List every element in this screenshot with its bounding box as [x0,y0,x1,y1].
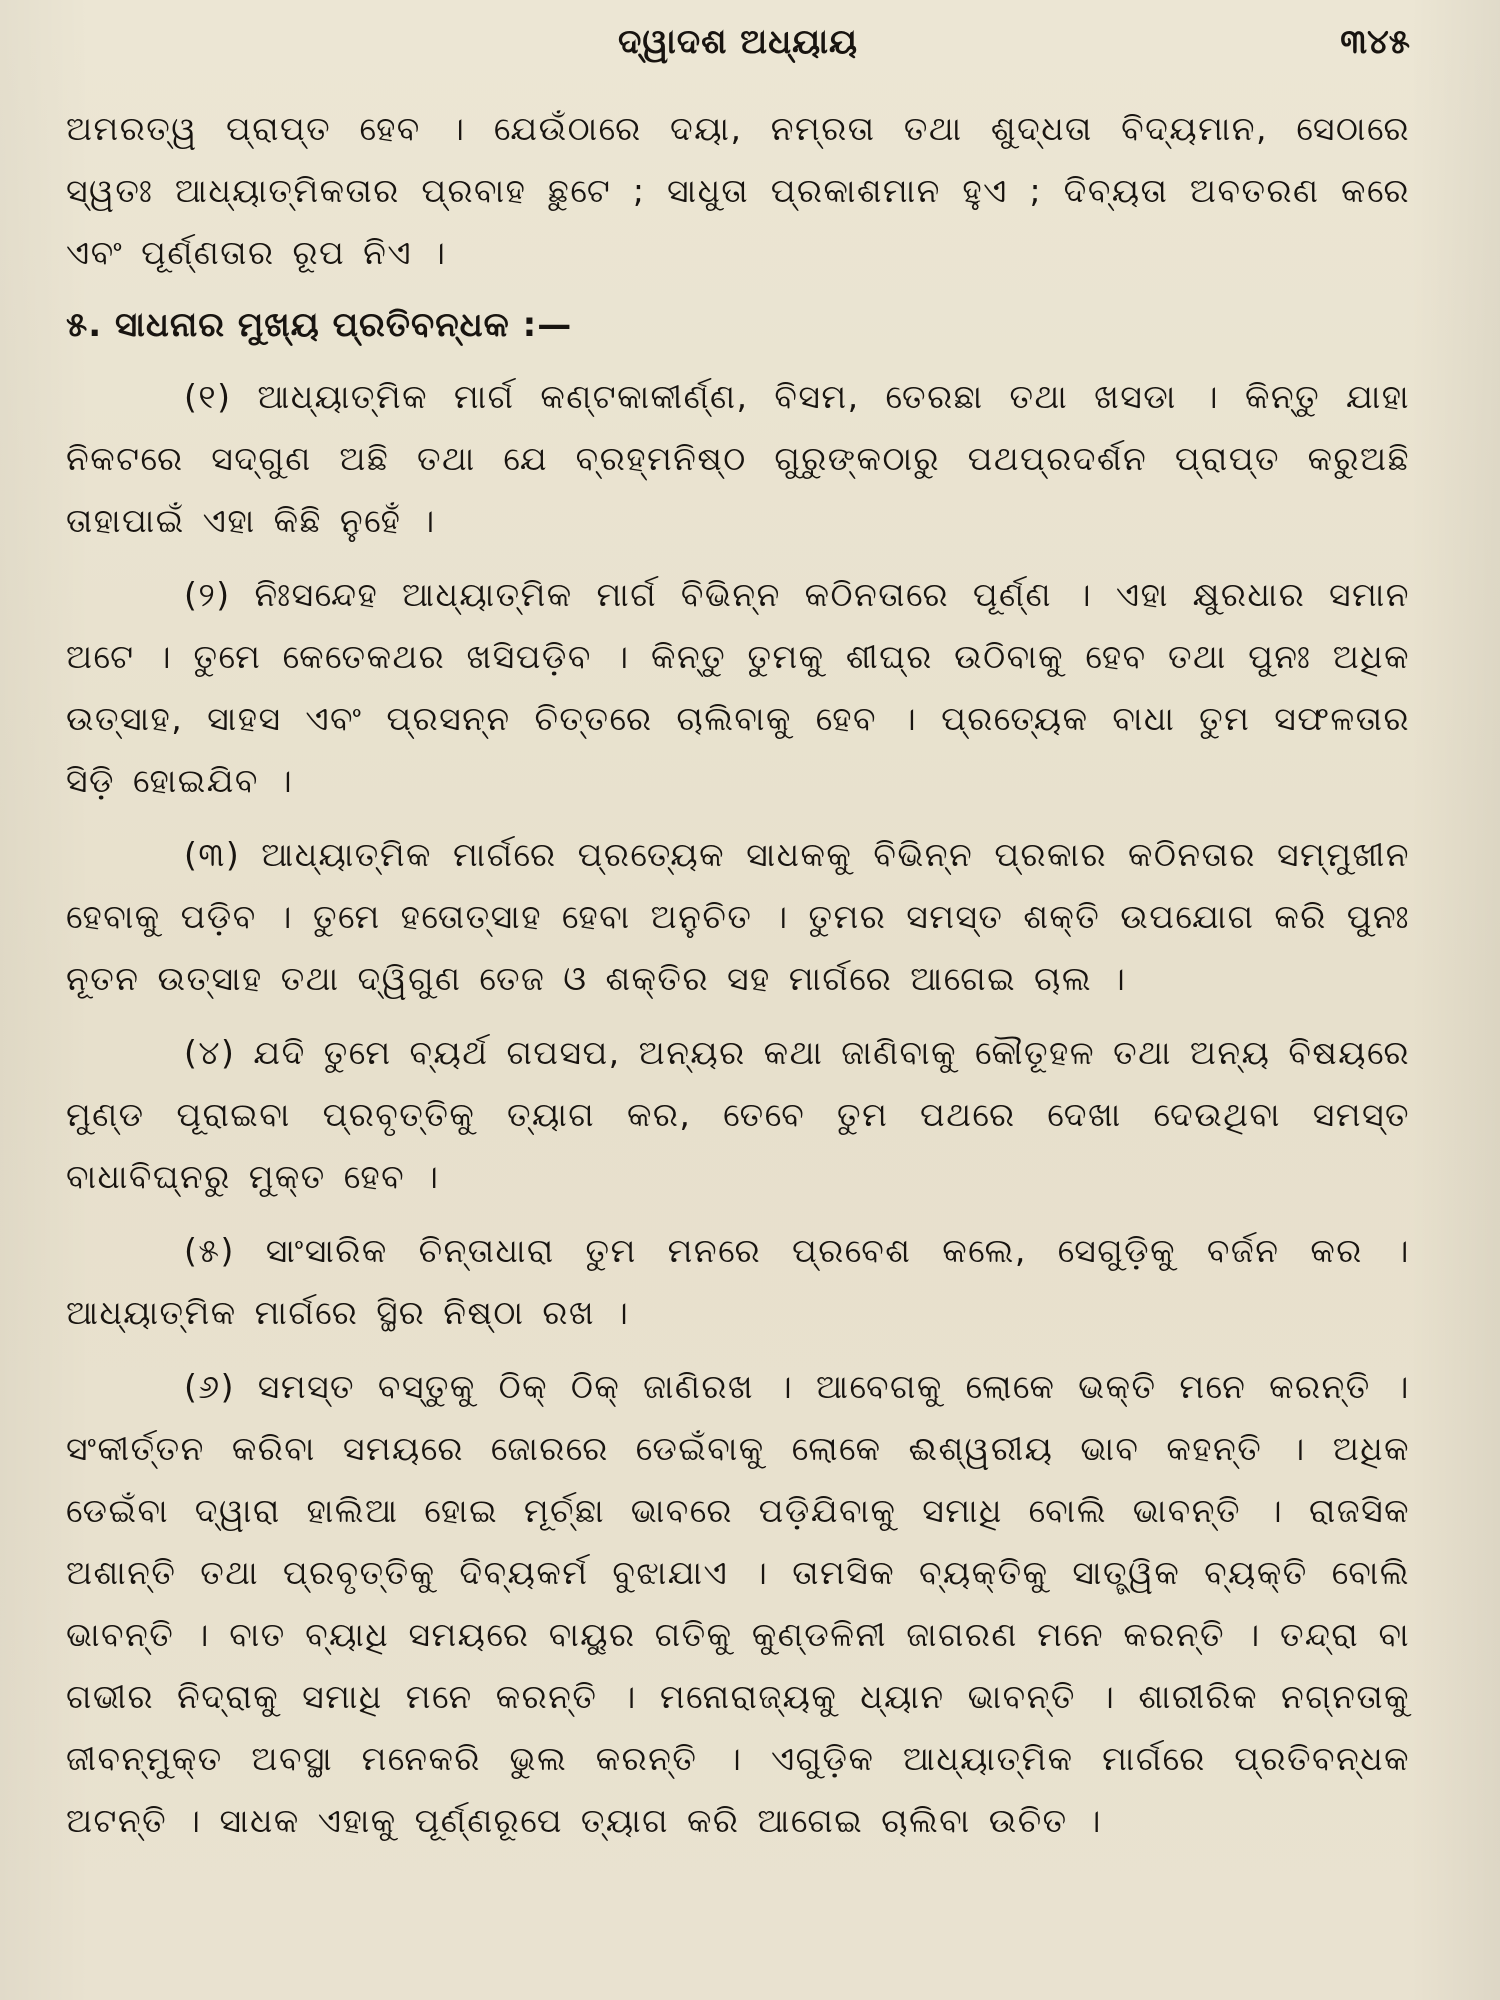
point-3: (୩) ଆଧ୍ୟାତ୍ମିକ ମାର୍ଗରେ ପ୍ରତ୍ୟେକ ସାଧକକୁ ବିଭିନ୍ନ ପ୍ରକାର କଠିନତାର ସମ୍ମୁଖୀନ ହେବାକୁ ପଡ଼ିବ । ତୁମେ ହତୋତ୍ସାହ ହେବା ଅନୁଚିତ । ତୁମର ସମସ୍ତ ଶକ୍ତି ଉପଯୋଗ କରି ପୁନଃ ନୂତନ ଉତ୍ସାହ ତଥା ଦ୍ୱିଗୁଣ ତେଜ ଓ ଶକ୍ତିର ସହ ମାର୍ଗରେ ଆଗେଇ ଚାଲ । [66,835,1410,998]
page-number: ୩୪୫ [1340,22,1410,62]
section-heading: ୫. ସାଧନାର ମୁଖ୍ୟ ପ୍ରତିବନ୍ଧକ :— [66,305,573,345]
running-header [66,22,1410,78]
point-6: (୬) ସମସ୍ତ ବସ୍ତୁକୁ ଠିକ୍ ଠିକ୍ ଜାଣିରଖ । ଆବେଗକୁ ଲୋକେ ଭକ୍ତି ମନେ କରନ୍ତି । ସଂକୀର୍ତ୍ତନ କରିବା ସମୟରେ ଜୋରରେ ଡେଇଁବାକୁ ଲୋକେ ଈଶ୍ୱରୀୟ ଭାବ କହନ୍ତି । ଅଧିକ ଡେଇଁବା ଦ୍ୱାରା ହାଲିଆ ହୋଇ ମୂର୍ଚ୍ଛା ଭାବରେ ପଡ଼ିଯିବାକୁ ସମାଧି ବୋଲି ଭାବନ୍ତି । ରାଜସିକ ଅଶାନ୍ତି ତଥା ପ୍ରବୃତ୍ତିକୁ ଦିବ୍ୟକର୍ମ ବୁଝାଯାଏ । ତାମସିକ ବ୍ୟକ୍ତିକୁ ସାତ୍ତ୍ୱିକ ବ୍ୟକ୍ତି ବୋଲି ଭାବନ୍ତି । ବାତ ବ୍ୟାଧି ସମୟରେ ବାୟୁର ଗତିକୁ କୁଣ୍ଡଳିନୀ ଜାଗରଣ ମନେ କରନ୍ତି । ତନ୍ଦ୍ରା ବା ଗଭୀର ନିଦ୍ରାକୁ ସମାଧି ମନେ କରନ୍ତି । ମନୋରାଜ୍ୟକୁ ଧ୍ୟାନ ଭାବନ୍ତି । ଶାରୀରିକ ନଗ୍ନତାକୁ ଜୀବନ୍ମୁକ୍ତ ଅବସ୍ଥା ମନେକରି ଭୁଲ କରନ୍ତି । ଏଗୁଡ଼ିକ ଆଧ୍ୟାତ୍ମିକ ମାର୍ଗରେ ପ୍ରତିବନ୍ଧକ ଅଟନ୍ତି । ସାଧକ ଏହାକୁ ପୂର୍ଣ୍ଣରୂପେ ତ୍ୟାଗ କରି ଆଗେଇ ଚାଲିବା ଉଚିତ । [66,1367,1410,1840]
point-1: (୧) ଆଧ୍ୟାତ୍ମିକ ମାର୍ଗ କଣ୍ଟକାକୀର୍ଣ୍ଣ, ବିସମ, ତେରଛା ତଥା ଖସଡା । କିନ୍ତୁ ଯାହା ନିକଟରେ ସଦ୍‌ଗୁଣ ଅଛି ତଥା ଯେ ବ୍ରହ୍ମନିଷ୍ଠ ଗୁରୁଙ୍କଠାରୁ ପଥପ୍ରଦର୍ଶନ ପ୍ରାପ୍ତ କରୁଅଛି ତାହାପାଇଁ ଏହା କିଛି ନୁହେଁ । [66,377,1410,540]
point-5: (୫) ସାଂସାରିକ ଚିନ୍ତାଧାରା ତୁମ ମନରେ ପ୍ରବେଶ କଲେ, ସେଗୁଡ଼ିକୁ ବର୍ଜନ କର । ଆଧ୍ୟାତ୍ମିକ ମାର୍ଗରେ ସ୍ଥିର ନିଷ୍ଠା ରଖ । [66,1231,1410,1332]
intro-paragraph: ଅମରତ୍ୱ ପ୍ରାପ୍ତ ହେବ । ଯେଉଁଠାରେ ଦୟା, ନମ୍ରତା ତଥା ଶୁଦ୍ଧତା ବିଦ୍ୟମାନ, ସେଠାରେ ସ୍ୱତଃ ଆଧ୍ୟାତ୍ମିକତାର ପ୍ରବାହ ଛୁଟେ ; ସାଧୁତା ପ୍ରକାଶମାନ ହୁଏ ; ଦିବ୍ୟତା ଅବତରଣ କରେ ଏବଂ ପୂର୍ଣ୍ଣତାର ରୂପ ନିଏ । [66,109,1410,272]
point-4: (୪) ଯଦି ତୁମେ ବ୍ୟର୍ଥ ଗପସପ, ଅନ୍ୟର କଥା ଜାଣିବାକୁ କୌତୂହଳ ତଥା ଅନ୍ୟ ବିଷୟରେ ମୁଣ୍ଡ ପୂରାଇବା ପ୍ରବୃତ୍ତିକୁ ତ୍ୟାଗ କର, ତେବେ ତୁମ ପଥରେ ଦେଖା ଦେଉଥିବା ସମସ୍ତ ବାଧାବିଘ୍ନରୁ ମୁକ୍ତ ହେବ । [66,1033,1410,1196]
point-2: (୨) ନିଃସନ୍ଦେହ ଆଧ୍ୟାତ୍ମିକ ମାର୍ଗ ବିଭିନ୍ନ କଠିନତାରେ ପୂର୍ଣ୍ଣ । ଏହା କ୍ଷୁରଧାର ସମାନ ଅଟେ । ତୁମେ କେତେକଥର ଖସିପଡ଼ିବ । କିନ୍ତୁ ତୁମକୁ ଶୀଘ୍ର ଉଠିବାକୁ ହେବ ତଥା ପୁନଃ ଅଧିକ ଉତ୍ସାହ, ସାହସ ଏବଂ ପ୍ରସନ୍ନ ଚିତ୍ତରେ ଚାଲିବାକୁ ହେବ । ପ୍ରତ୍ୟେକ ବାଧା ତୁମ ସଫଳତାର ସିଡ଼ି ହୋଇଯିବ । [66,575,1410,800]
chapter-title: ଦ୍ୱାଦଶ ଅଧ୍ୟାୟ [617,22,859,62]
